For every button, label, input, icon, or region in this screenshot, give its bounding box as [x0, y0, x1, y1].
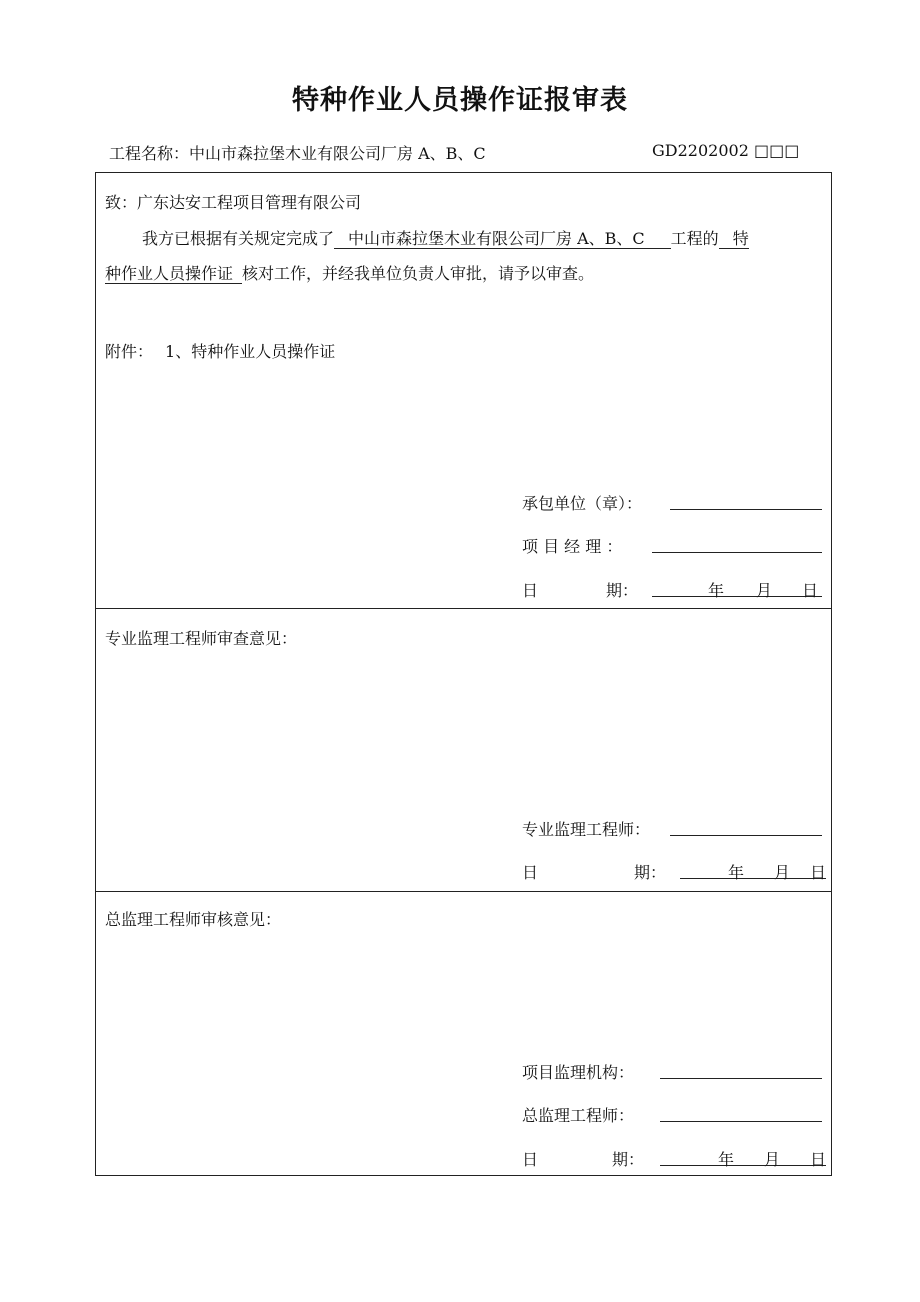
month-3: 月: [764, 1150, 781, 1169]
date-label-3a: 日: [522, 1150, 539, 1169]
contractor-label: 承包单位（章）：: [522, 494, 643, 513]
year-3: 年: [718, 1150, 735, 1169]
date-label-1b: 期：: [606, 581, 639, 600]
date-line-1: [652, 596, 822, 597]
attachment-row: [105, 339, 335, 362]
year-2: 年: [728, 863, 745, 882]
day-2: 日: [810, 863, 827, 882]
body-line-1: [142, 226, 749, 249]
body-project-fill: 中山市森拉堡木业有限公司厂房 A、B、C: [334, 230, 671, 249]
body-work-a: 特: [719, 230, 749, 249]
manager-label: 项 目 经 理 ：: [522, 537, 623, 556]
chief-signature-line: [660, 1121, 822, 1122]
date-line-2: [680, 878, 826, 879]
project-name-row: [109, 141, 486, 164]
date-label-3b: 期：: [612, 1150, 645, 1169]
contractor-signature-line: [670, 509, 822, 510]
supervision-org-line: [660, 1078, 822, 1079]
form-table: [95, 172, 832, 1176]
form-code: GD2202002 □□□: [652, 141, 800, 160]
body-work-b: 种作业人员操作证: [105, 265, 242, 284]
year-1: 年: [708, 581, 725, 600]
specialist-engineer-label: 专业监理工程师：: [522, 820, 651, 839]
chief-engineer-label: 总监理工程师：: [522, 1106, 635, 1125]
to-label: 致：: [105, 193, 138, 212]
section-divider-1: [96, 608, 831, 609]
chief-opinion-label: 总监理工程师审核意见：: [105, 910, 282, 929]
day-3: 日: [810, 1150, 827, 1169]
month-1: 月: [756, 581, 773, 600]
specialist-opinion-label: 专业监理工程师审查意见：: [105, 629, 298, 648]
project-name: 中山市森拉堡木业有限公司厂房 A、B、C: [189, 144, 486, 163]
addressee-row: [105, 190, 361, 213]
section-divider-2: [96, 891, 831, 892]
date-label-2b: 期：: [634, 863, 667, 882]
body-line-2: [105, 261, 594, 284]
project-label: 工程名称：: [109, 144, 190, 163]
page-title: 特种作业人员操作证报审表: [292, 85, 628, 116]
date-label-2a: 日: [522, 863, 539, 882]
attach-label: 附件：: [105, 342, 154, 361]
body-mid: 工程的: [670, 229, 719, 248]
supervision-org-label: 项目监理机构：: [522, 1063, 635, 1082]
date-line-3: [660, 1165, 826, 1166]
day-1: 日: [802, 581, 819, 600]
body-pre: 我方已根据有关规定完成了: [142, 229, 335, 248]
to-org: 广东达安工程项目管理有限公司: [137, 193, 362, 212]
specialist-signature-line: [670, 835, 822, 836]
date-label-1a: 日: [522, 581, 539, 600]
month-2: 月: [774, 863, 791, 882]
body-post: 核对工作，并经我单位负责人审批，请予以审查。: [242, 264, 595, 283]
attach-item: 1、特种作业人员操作证: [165, 342, 336, 361]
manager-signature-line: [652, 552, 822, 553]
